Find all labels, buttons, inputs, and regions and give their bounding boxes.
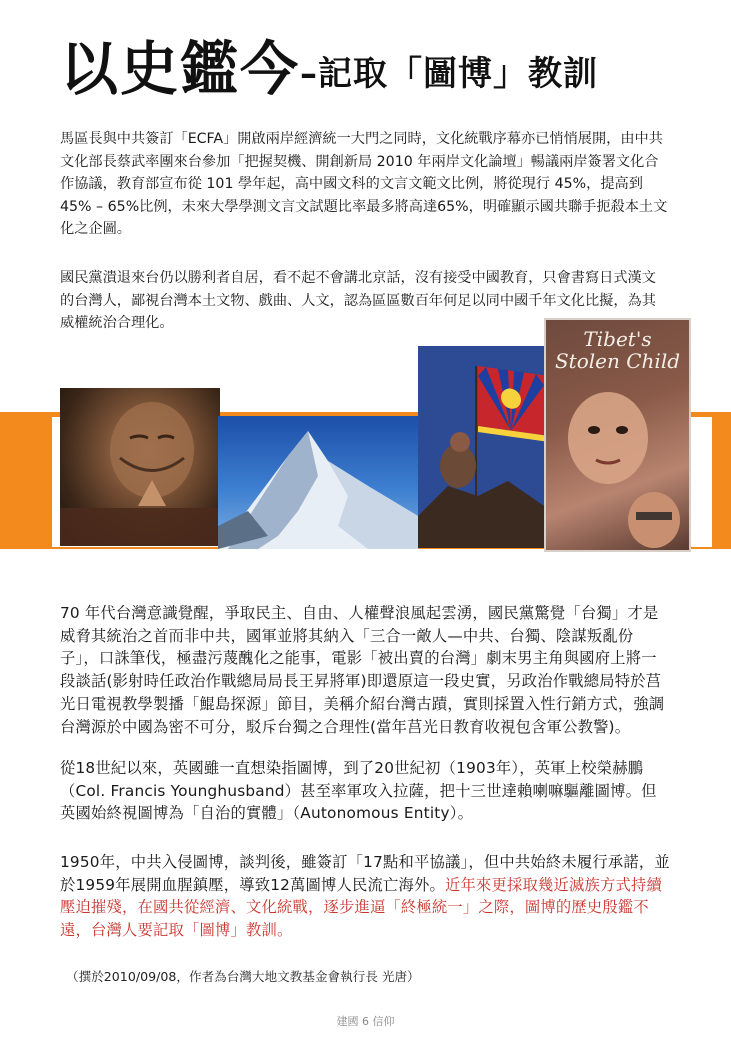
- tibetan-flag-photo: [418, 346, 544, 548]
- conclusion-red-text: 近年來更採取幾近滅族方式持續壓迫摧殘，在國共從經濟、文化統戰，逐步進逼「終極統一」之際，圖博的歷史殷鑑不遠，台灣人要記取「圖博」教訓。: [60, 875, 662, 940]
- book-cover-photo: [544, 318, 691, 552]
- author-credit: （撰於2010/09/08，作者為台灣大地文教基金會執行長 光唐）: [66, 969, 420, 984]
- mountain-illustration: [218, 416, 418, 549]
- title-main: 以史鑑今: [60, 35, 301, 103]
- flag-illustration: [418, 346, 544, 548]
- child-illustration: [546, 320, 689, 550]
- page-title: [60, 35, 700, 103]
- snow-mountain-photo: [218, 416, 418, 549]
- intro-paragraph-2: 國民黨潰退來台仍以勝利者自居，看不起不會講北京話，沒有接受中國教育，只會書寫日式漢文的台灣人，鄙視台灣本土文物、戲曲、人文，認為區區數百年何足以同中國千年文化比擬，為其威權統治合理化。: [60, 270, 656, 331]
- conclusion-black-text: 1950年，中共入侵圖博，談判後，雖簽訂「17點和平協議」，但中共始終未履行承諾，並於1959年展開血腥鎮壓，導致12萬圖博人民流亡海外。: [60, 853, 670, 894]
- elder-monk-photo: [60, 388, 220, 546]
- intro-paragraph-1: 馬區長與中共簽訂「ECFA」開啟兩岸經濟統一大門之同時，文化統戰序幕亦已悄悄展開，由中共文化部長蔡武率團來台參加「把握契機、開創新局 2010 年兩岸文化論壇」暢議兩岸簽署文化合作協議，教育部宣布從 101 學年起，高中國文科的文言文範文比例，將從現行 45%，提高到 45% – 65%比例，未來大學學測文言文試題比率最多將高達65%，明確顯示國共聯手扼殺本土文化之企圖。: [60, 131, 668, 237]
- page-footer: 建國 6 信仰: [336, 1015, 395, 1028]
- red-paragraph: 70 年代台灣意識覺醒，爭取民主、自由、人權聲浪風起雲湧，國民黨驚覺「台獨」才是威脅其統治之首而非中共，國軍並將其納入「三合一敵人—中共、台獨、陰謀叛亂份子」，口誅筆伐，極盡污蔑醜化之能事，電影「被出賣的台灣」劇末男主角與國府上將一段談話(影射時任政治作戰總局局長王昇將軍)即還原這一段史實，另政治作戰總局特於莒光日電視教學製播「鯤島探源」節目，美稱介紹台灣古蹟，實則採置入性行銷方式，強調台灣源於中國為密不可分，駁斥台獨之合理性(當年莒光日教育收視包含軍公教警)。: [60, 604, 665, 736]
- title-sub: –記取「圖博」教訓: [300, 54, 599, 94]
- book-cover-title: Tibet's Stolen Child: [554, 327, 681, 373]
- monk-illustration: [60, 388, 220, 546]
- conclusion-paragraph: [60, 851, 672, 942]
- history-paragraph: 從18世紀以來，英國雖一直想染指圖博，到了20世紀初（1903年），英軍上校榮赫鵬（Col. Francis Younghusband）甚至率軍攻入拉薩，把十三世達賴喇嘛驅離圖博。但英國始終視圖博為「自治的實體」（Autonomous Entity）。: [60, 759, 657, 823]
